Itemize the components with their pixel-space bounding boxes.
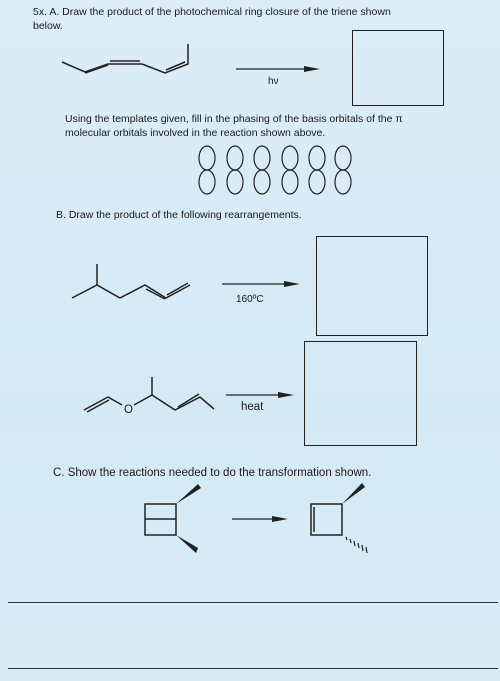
wedge-bond-product (342, 483, 365, 504)
p-orbital-5 (309, 146, 325, 194)
part-a-prompt-line1: 5x. A. Draw the product of the photochemical ring closure of the triene shown (33, 6, 391, 18)
arrow-label-hv: hν (268, 76, 279, 87)
p-orbital-6 (335, 146, 351, 194)
orbital-instructions-line1: Using the templates given, fill in the phasing of the basis orbitals of the π (65, 113, 403, 125)
answer-line-1 (8, 602, 498, 603)
arrow-label-heat: heat (241, 401, 264, 413)
reaction-arrow-b1 (222, 281, 300, 287)
p-orbital-4 (282, 146, 298, 194)
orbital-instructions-line2: molecular orbitals involved in the reaction shown above. (65, 127, 326, 139)
p-orbital-1 (199, 146, 215, 194)
wedge-bond-up (176, 484, 201, 504)
answer-box-b2[interactable] (304, 341, 417, 446)
cyclobutene-product (311, 504, 342, 535)
wedge-bond-down (176, 535, 198, 553)
part-a-prompt-line2: below. (33, 20, 63, 32)
part-c-prompt: C. Show the reactions needed to do the transformation shown. (53, 467, 372, 479)
p-orbital-3 (254, 146, 270, 194)
cyclobutane-starting (145, 504, 176, 535)
reaction-arrow-c (232, 516, 288, 522)
arrow-label-160c: 160ºC (236, 294, 264, 305)
triene-structure (62, 44, 188, 73)
reaction-arrow-b2 (226, 392, 294, 398)
part-b-prompt: B. Draw the product of the following rearrangements. (56, 209, 302, 221)
answer-line-2 (8, 668, 498, 669)
reaction-arrow-a (236, 66, 320, 72)
oxygen-atom-label: O (124, 404, 133, 416)
p-orbital-2 (227, 146, 243, 194)
answer-box-b1[interactable] (316, 236, 428, 336)
allyl-vinyl-ether-structure (84, 377, 214, 412)
hash-bond-product (346, 537, 367, 553)
p-orbital-templates (199, 146, 351, 194)
diene-structure-b1 (72, 264, 190, 299)
answer-box-a[interactable] (352, 30, 444, 106)
